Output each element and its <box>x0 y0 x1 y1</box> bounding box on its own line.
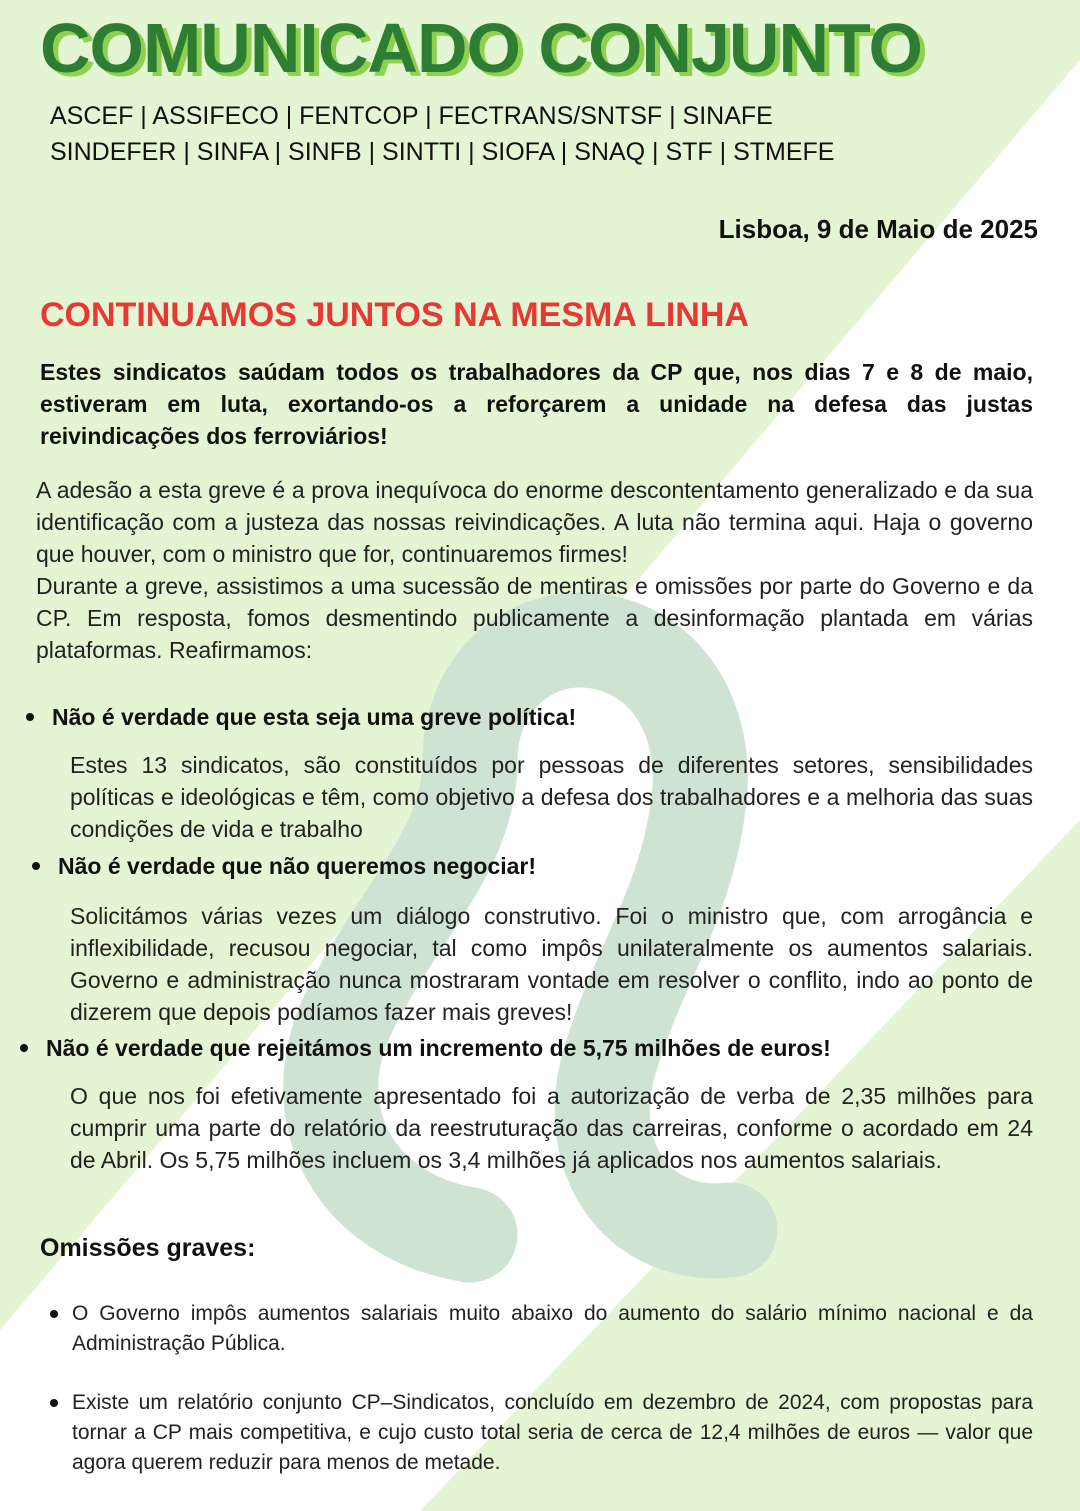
omission-item-1 <box>50 1299 1033 1359</box>
omission-item-2 <box>50 1388 1033 1478</box>
unions-line-2: SINDEFER | SINFA | SINFB | SINTTI | SIOFA | SNAQ | STF | STMEFE <box>50 138 835 166</box>
claim-1-title-text: Não é verdade que esta seja uma greve política! <box>52 704 577 730</box>
intro-paragraph-1: A adesão a esta greve é a prova inequívoca do enorme descontentamento generalizado e da sua identificação com a justeza das nossas reivindicações. A luta não termina aqui. Haja o governo que houver, com o ministro que for, continuaremos firmes! <box>36 477 1033 567</box>
claim-1-body: Estes 13 sindicatos, são constituídos por pessoas de diferentes setores, sensibilidades políticas e ideológicas e têm, como objetivo a defesa dos trabalhadores e a melhoria das suas condições de vida e trabalho <box>70 752 1033 842</box>
claim-2-title <box>32 853 536 880</box>
document-title: COMUNICADO CONJUNTO <box>40 9 922 87</box>
bullet-icon <box>50 1399 58 1407</box>
headline: CONTINUAMOS JUNTOS NA MESMA LINHA <box>40 296 749 334</box>
claim-2-title-text: Não é verdade que não queremos negociar! <box>58 853 537 879</box>
intro-paragraph-2: Durante a greve, assistimos a uma sucessão de mentiras e omissões por parte do Governo e da CP. Em resposta, fomos desmentindo publicamente a desinformação plantada em várias plataformas. Reafirmamos: <box>36 573 1033 663</box>
unions-line-1: ASCEF | ASSIFECO | FENTCOP | FECTRANS/SNTSF | SINAFE <box>50 102 773 130</box>
omission-item-1-text: O Governo impôs aumentos salariais muito abaixo do aumento do salário mínimo nacional e da Administração Pública. <box>72 1302 1033 1355</box>
claim-1-title <box>26 704 576 731</box>
claim-3-body: O que nos foi efetivamente apresentado foi a autorização de verba de 2,35 milhões para cumprir uma parte do relatório da reestruturação das carreiras, conforme o acordado em 24 de Abril. Os 5,75 milhões incluem os 3,4 milhões já aplicados nos aumentos salariais. <box>70 1083 1033 1173</box>
bullet-icon <box>26 713 34 721</box>
bullet-icon <box>50 1310 58 1318</box>
claim-3-title <box>20 1035 831 1062</box>
omissions-title: Omissões graves: <box>40 1234 256 1262</box>
claim-2-body: Solicitámos várias vezes um diálogo construtivo. Foi o ministro que, com arrogância e inflexibilidade, recusou negociar, tal como impôs unilateralmente os aumentos salariais. Governo e administração nunca mostraram vontade em resolver o conflito, indo ao ponto de dizerem que depois podíamos fazer mais greves! <box>70 903 1033 1025</box>
lead-paragraph: Estes sindicatos saúdam todos os trabalhadores da CP que, nos dias 7 e 8 de maio, estiveram em luta, exortando-os a reforçarem a unidade na defesa das justas reivindicações dos ferroviários! <box>40 359 1033 449</box>
omission-item-2-text: Existe um relatório conjunto CP–Sindicatos, concluído em dezembro de 2024, com propostas para tornar a CP mais competitiva, e cujo custo total seria de cerca de 12,4 milhões de euros — valor que agora querem reduzir para menos de metade. <box>72 1391 1033 1474</box>
bullet-icon <box>32 862 40 870</box>
bullet-icon <box>20 1044 28 1052</box>
document-date: Lisboa, 9 de Maio de 2025 <box>718 214 1038 244</box>
claim-3-title-text: Não é verdade que rejeitámos um incremento de 5,75 milhões de euros! <box>46 1035 831 1061</box>
